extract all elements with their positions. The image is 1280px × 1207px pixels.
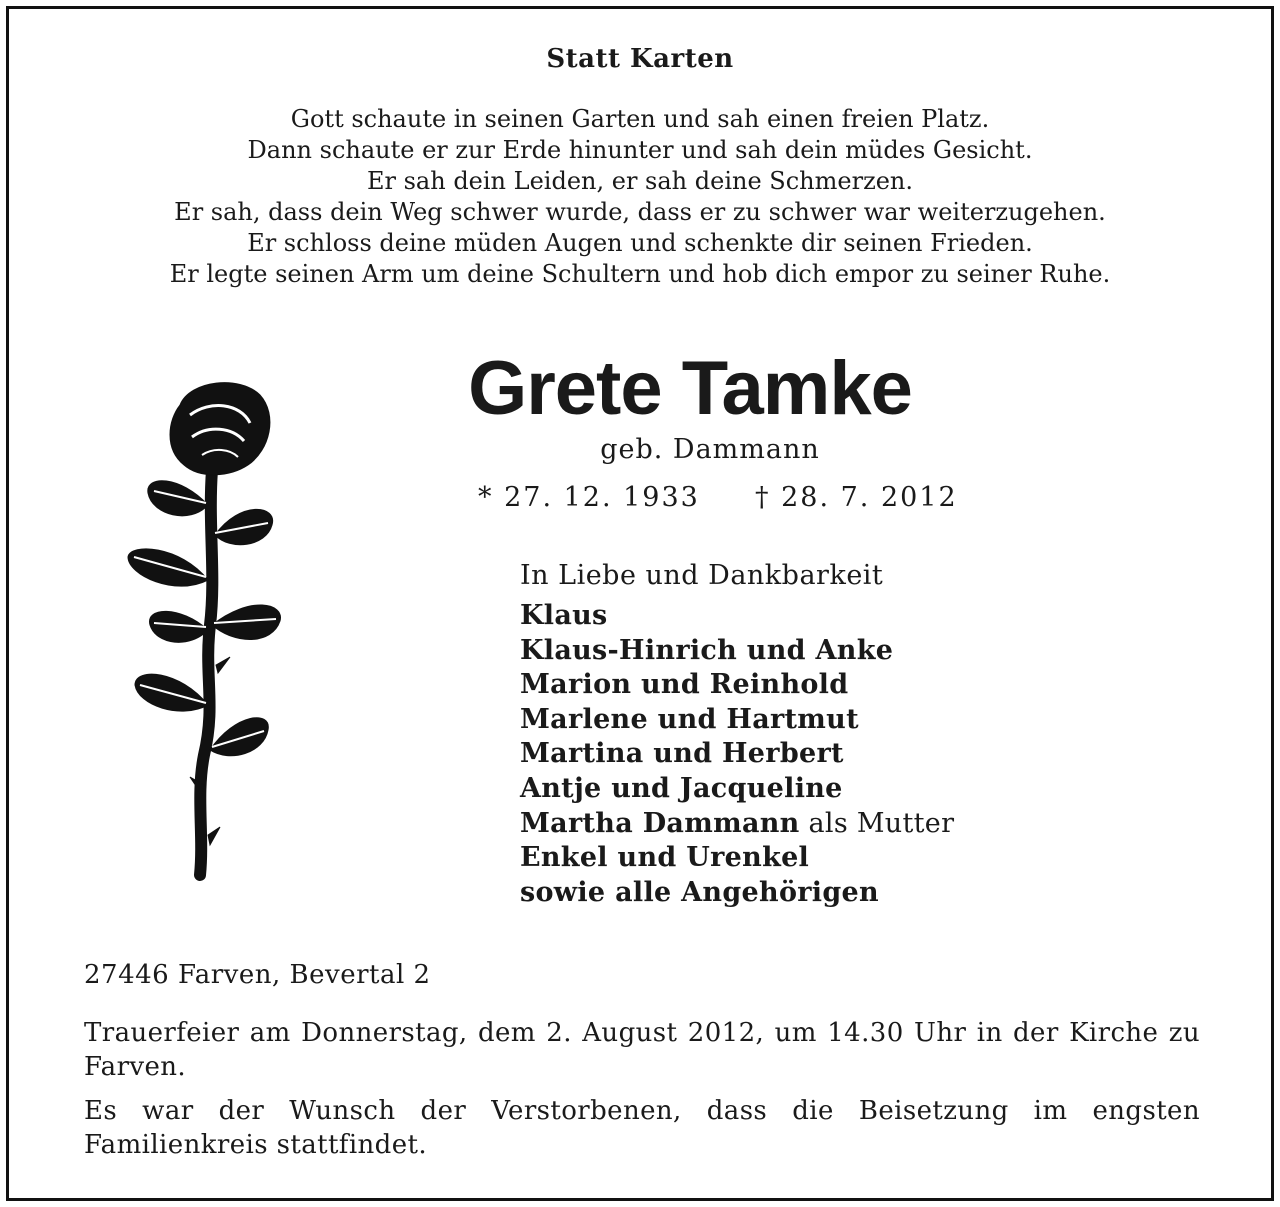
mourner-name: Martha Dammann	[520, 807, 800, 839]
mourner-name: sowie alle Angehörigen	[520, 876, 879, 908]
mourner-name: Antje und Jacqueline	[520, 772, 843, 804]
death-date: † 28. 7. 2012	[755, 482, 958, 513]
mourners-intro: In Liebe und Dankbarkeit	[520, 560, 884, 591]
mourners-list	[520, 560, 1220, 911]
mourner-row	[520, 738, 1220, 773]
mourner-row	[520, 773, 1220, 808]
mourner-row	[520, 704, 1220, 739]
poem-line: Er legte seinen Arm um deine Schultern und hob dich empor zu seiner Ruhe.	[169, 260, 1111, 288]
mourner-row	[520, 669, 1220, 704]
mourner-name: Martina und Herbert	[520, 738, 844, 770]
service-info: Trauerfeier am Donnerstag, dem 2. August 2012, um 14.30 Uhr in der Kirche zu Farven.	[84, 1018, 1200, 1082]
address: 27446 Farven, Bevertal 2	[84, 960, 431, 990]
life-dates	[478, 482, 958, 513]
mourner-row	[520, 600, 1220, 635]
maiden-name: geb. Dammann	[600, 434, 820, 465]
poem-line: Er schloss deine müden Augen und schenkte dir seinen Frieden.	[247, 229, 1033, 257]
notice-heading: Statt Karten	[546, 44, 734, 74]
mourner-row	[520, 877, 1220, 912]
poem-line: Gott schaute in seinen Garten und sah einen freien Platz.	[290, 105, 990, 133]
poem-line: Dann schaute er zur Erde hinunter und sah dein müdes Gesicht.	[247, 136, 1033, 164]
mourner-suffix: als Mutter	[799, 807, 955, 839]
rose-icon	[120, 375, 290, 885]
poem	[0, 104, 1280, 290]
mourner-row	[520, 842, 1220, 877]
mourner-name: Enkel und Urenkel	[520, 842, 810, 874]
mourner-name: Klaus-Hinrich und Anke	[520, 634, 894, 666]
deceased-name: Grete Tamke	[468, 346, 912, 431]
mourner-name: Klaus	[520, 600, 608, 631]
mourner-name: Marlene und Hartmut	[520, 703, 859, 735]
poem-line: Er sah dein Leiden, er sah deine Schmerzen.	[366, 167, 913, 195]
mourner-row	[520, 808, 1220, 843]
mourner-row	[520, 635, 1220, 670]
mourner-name: Marion und Reinhold	[520, 669, 849, 701]
burial-note: Es war der Wunsch der Verstorbenen, dass die Beisetzung im engsten Familienkreis stattfindet.	[84, 1096, 1200, 1160]
poem-line: Er sah, dass dein Weg schwer wurde, dass er zu schwer war weiterzugehen.	[174, 198, 1106, 226]
birth-date: * 27. 12. 1933	[478, 482, 700, 513]
